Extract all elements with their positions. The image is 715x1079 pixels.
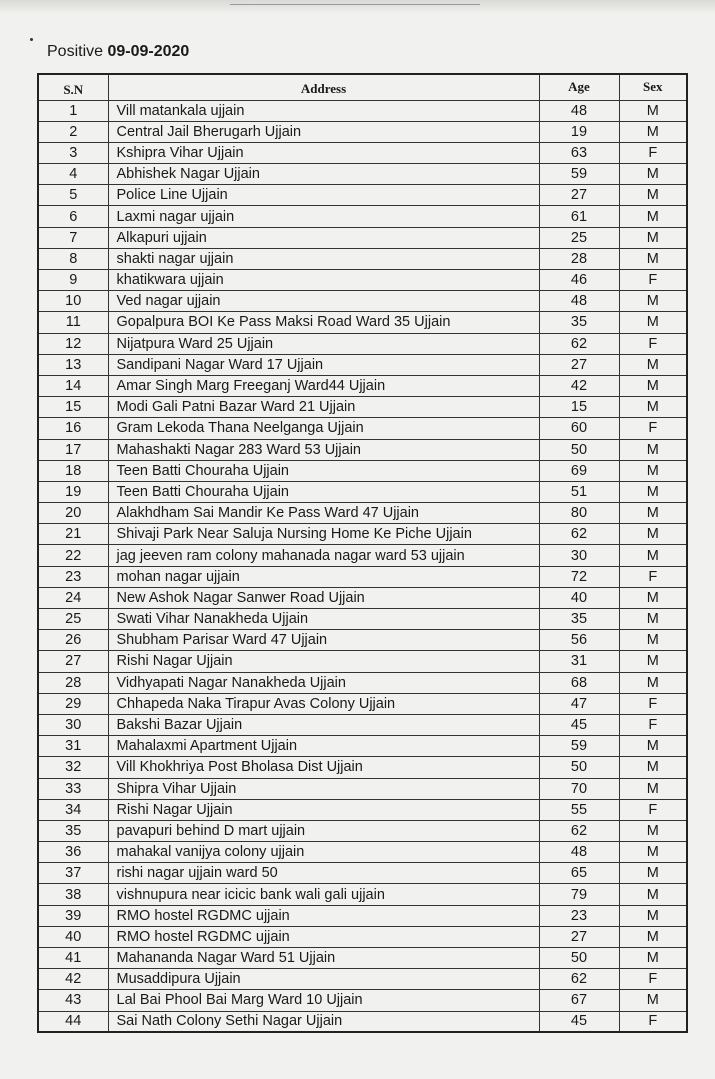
cell-address: Mahalaxmi Apartment Ujjain: [108, 736, 539, 757]
cell-address: Central Jail Bherugarh Ujjain: [108, 121, 539, 142]
cell-sex: F: [619, 714, 687, 735]
cell-sex: M: [619, 375, 687, 396]
cell-sn: 27: [38, 651, 108, 672]
cell-age: 55: [539, 799, 619, 820]
table-row: [38, 185, 687, 206]
cell-age: 47: [539, 693, 619, 714]
cell-sn: 32: [38, 757, 108, 778]
cell-sn: 35: [38, 820, 108, 841]
page-top-edge: [0, 0, 715, 14]
cell-address: Mahashakti Nagar 283 Ward 53 Ujjain: [108, 439, 539, 460]
cell-age: 65: [539, 863, 619, 884]
cell-age: 61: [539, 206, 619, 227]
cell-sn: 39: [38, 905, 108, 926]
table-row: [38, 291, 687, 312]
table-row: [38, 375, 687, 396]
cell-address: Rishi Nagar Ujjain: [108, 651, 539, 672]
table-body: [38, 100, 687, 1032]
cell-sex: M: [619, 291, 687, 312]
cell-sex: F: [619, 799, 687, 820]
cell-sex: M: [619, 354, 687, 375]
cell-age: 50: [539, 948, 619, 969]
cell-age: 72: [539, 566, 619, 587]
cell-sex: M: [619, 651, 687, 672]
cell-sn: 10: [38, 291, 108, 312]
cell-sex: M: [619, 397, 687, 418]
cell-sn: 14: [38, 375, 108, 396]
cell-sex: M: [619, 100, 687, 121]
cell-address: jag jeeven ram colony mahanada nagar ward 53 ujjain: [108, 545, 539, 566]
table-row: [38, 503, 687, 524]
table-row: [38, 630, 687, 651]
cell-sex: M: [619, 672, 687, 693]
cell-sn: 33: [38, 778, 108, 799]
cell-sn: 24: [38, 587, 108, 608]
table-row: [38, 481, 687, 502]
table-row: [38, 778, 687, 799]
cell-age: 56: [539, 630, 619, 651]
table-row: [38, 524, 687, 545]
cell-age: 62: [539, 969, 619, 990]
cell-age: 59: [539, 164, 619, 185]
cell-address: Kshipra Vihar Ujjain: [108, 142, 539, 163]
table-row: [38, 609, 687, 630]
cell-sex: M: [619, 460, 687, 481]
cell-sex: F: [619, 969, 687, 990]
cell-sex: M: [619, 863, 687, 884]
cell-sn: 42: [38, 969, 108, 990]
cell-age: 25: [539, 227, 619, 248]
cell-sex: M: [619, 439, 687, 460]
cell-sn: 7: [38, 227, 108, 248]
cell-sn: 6: [38, 206, 108, 227]
cell-address: Laxmi nagar ujjain: [108, 206, 539, 227]
cell-sex: M: [619, 524, 687, 545]
cell-sex: M: [619, 248, 687, 269]
cell-sex: F: [619, 1011, 687, 1032]
cell-address: Bakshi Bazar Ujjain: [108, 714, 539, 735]
table-row: [38, 227, 687, 248]
cell-sex: F: [619, 142, 687, 163]
cell-sex: M: [619, 481, 687, 502]
cell-address: Swati Vihar Nanakheda Ujjain: [108, 609, 539, 630]
cell-age: 48: [539, 291, 619, 312]
cell-sex: M: [619, 736, 687, 757]
cell-sn: 11: [38, 312, 108, 333]
cell-age: 69: [539, 460, 619, 481]
cell-address: Teen Batti Chouraha Ujjain: [108, 460, 539, 481]
cell-sn: 5: [38, 185, 108, 206]
table-header-row: [38, 74, 687, 100]
cell-sn: 28: [38, 672, 108, 693]
cell-age: 45: [539, 714, 619, 735]
cell-address: khatikwara ujjain: [108, 270, 539, 291]
table-row: [38, 926, 687, 947]
page-title: [47, 42, 189, 62]
cell-age: 27: [539, 926, 619, 947]
cell-age: 62: [539, 820, 619, 841]
cell-address: RMO hostel RGDMC ujjain: [108, 905, 539, 926]
table-row: [38, 270, 687, 291]
title-label: Positive: [47, 43, 104, 60]
cell-age: 31: [539, 651, 619, 672]
cell-sex: F: [619, 333, 687, 354]
cell-sn: 2: [38, 121, 108, 142]
cell-sn: 29: [38, 693, 108, 714]
cell-sex: M: [619, 121, 687, 142]
cell-sn: 13: [38, 354, 108, 375]
cell-age: 63: [539, 142, 619, 163]
cell-address: Sandipani Nagar Ward 17 Ujjain: [108, 354, 539, 375]
cell-age: 50: [539, 757, 619, 778]
cell-age: 80: [539, 503, 619, 524]
cell-sex: M: [619, 778, 687, 799]
cell-address: Shivaji Park Near Saluja Nursing Home Ke Piche Ujjain: [108, 524, 539, 545]
cell-address: RMO hostel RGDMC ujjain: [108, 926, 539, 947]
cell-address: Sai Nath Colony Sethi Nagar Ujjain: [108, 1011, 539, 1032]
cell-sex: M: [619, 545, 687, 566]
cell-age: 42: [539, 375, 619, 396]
table-row: [38, 863, 687, 884]
cell-address: rishi nagar ujjain ward 50: [108, 863, 539, 884]
table-row: [38, 672, 687, 693]
cell-address: Modi Gali Patni Bazar Ward 21 Ujjain: [108, 397, 539, 418]
table-row: [38, 884, 687, 905]
page-top-line: [230, 4, 480, 5]
cell-address: New Ashok Nagar Sanwer Road Ujjain: [108, 587, 539, 608]
cell-sex: M: [619, 842, 687, 863]
cell-address: mahakal vanijya colony ujjain: [108, 842, 539, 863]
cell-address: Shipra Vihar Ujjain: [108, 778, 539, 799]
cell-sex: F: [619, 693, 687, 714]
cell-sn: 44: [38, 1011, 108, 1032]
cell-address: Mahananda Nagar Ward 51 Ujjain: [108, 948, 539, 969]
cell-age: 27: [539, 354, 619, 375]
header-address: Address: [108, 74, 539, 100]
table-row: [38, 820, 687, 841]
cell-sex: F: [619, 566, 687, 587]
cell-sn: 43: [38, 990, 108, 1011]
cell-sn: 17: [38, 439, 108, 460]
table-row: [38, 1011, 687, 1032]
table-row: [38, 969, 687, 990]
cell-sn: 21: [38, 524, 108, 545]
table-row: [38, 566, 687, 587]
cell-age: 27: [539, 185, 619, 206]
table-row: [38, 418, 687, 439]
cell-sn: 18: [38, 460, 108, 481]
title-date: 09-09-2020: [107, 43, 190, 60]
cell-age: 62: [539, 524, 619, 545]
header-sn: S.N: [38, 74, 108, 100]
cell-age: 19: [539, 121, 619, 142]
table-row: [38, 354, 687, 375]
table-row: [38, 121, 687, 142]
cell-sex: M: [619, 227, 687, 248]
cell-sex: M: [619, 312, 687, 333]
cell-sex: M: [619, 630, 687, 651]
cell-sn: 9: [38, 270, 108, 291]
cell-address: Gram Lekoda Thana Neelganga Ujjain: [108, 418, 539, 439]
cell-sn: 23: [38, 566, 108, 587]
cell-sn: 30: [38, 714, 108, 735]
cell-age: 15: [539, 397, 619, 418]
cell-age: 60: [539, 418, 619, 439]
table-row: [38, 693, 687, 714]
cell-age: 70: [539, 778, 619, 799]
table-row: [38, 842, 687, 863]
cell-sn: 12: [38, 333, 108, 354]
cell-sn: 37: [38, 863, 108, 884]
cell-address: Alakhdham Sai Mandir Ke Pass Ward 47 Ujjain: [108, 503, 539, 524]
table-row: [38, 248, 687, 269]
cell-age: 50: [539, 439, 619, 460]
cell-sex: F: [619, 270, 687, 291]
positive-cases-table: [37, 73, 688, 1033]
cell-address: Amar Singh Marg Freeganj Ward44 Ujjain: [108, 375, 539, 396]
cell-sex: M: [619, 185, 687, 206]
cell-address: Abhishek Nagar Ujjain: [108, 164, 539, 185]
cell-address: shakti nagar ujjain: [108, 248, 539, 269]
cell-sn: 40: [38, 926, 108, 947]
cell-address: vishnupura near icicic bank wali gali ujjain: [108, 884, 539, 905]
cell-age: 28: [539, 248, 619, 269]
cell-address: Ved nagar ujjain: [108, 291, 539, 312]
cell-age: 51: [539, 481, 619, 502]
cell-address: Gopalpura BOI Ke Pass Maksi Road Ward 35 Ujjain: [108, 312, 539, 333]
table-row: [38, 142, 687, 163]
table-row: [38, 439, 687, 460]
table-row: [38, 736, 687, 757]
cell-age: 48: [539, 842, 619, 863]
cell-sn: 3: [38, 142, 108, 163]
cell-sn: 4: [38, 164, 108, 185]
cell-age: 48: [539, 100, 619, 121]
cell-sex: M: [619, 926, 687, 947]
table-row: [38, 799, 687, 820]
cell-age: 46: [539, 270, 619, 291]
cell-sn: 16: [38, 418, 108, 439]
cell-address: Teen Batti Chouraha Ujjain: [108, 481, 539, 502]
table-row: [38, 333, 687, 354]
cell-sex: M: [619, 905, 687, 926]
cell-sn: 34: [38, 799, 108, 820]
cell-sn: 22: [38, 545, 108, 566]
table-row: [38, 757, 687, 778]
cell-sex: F: [619, 418, 687, 439]
table-row: [38, 651, 687, 672]
table-row: [38, 164, 687, 185]
table-row: [38, 990, 687, 1011]
cell-address: Vidhyapati Nagar Nanakheda Ujjain: [108, 672, 539, 693]
cell-age: 35: [539, 609, 619, 630]
cell-sex: M: [619, 503, 687, 524]
cell-sn: 15: [38, 397, 108, 418]
cell-address: Nijatpura Ward 25 Ujjain: [108, 333, 539, 354]
cell-sex: M: [619, 884, 687, 905]
cell-address: pavapuri behind D mart ujjain: [108, 820, 539, 841]
table-row: [38, 905, 687, 926]
cell-sn: 26: [38, 630, 108, 651]
cell-address: Musaddipura Ujjain: [108, 969, 539, 990]
table-row: [38, 100, 687, 121]
cell-sn: 36: [38, 842, 108, 863]
cell-age: 45: [539, 1011, 619, 1032]
cell-sex: M: [619, 206, 687, 227]
cell-sex: M: [619, 587, 687, 608]
cell-sex: M: [619, 757, 687, 778]
cell-sn: 1: [38, 100, 108, 121]
cell-sn: 41: [38, 948, 108, 969]
cell-age: 68: [539, 672, 619, 693]
cell-sn: 25: [38, 609, 108, 630]
cell-age: 30: [539, 545, 619, 566]
cell-age: 35: [539, 312, 619, 333]
cell-address: Vill matankala ujjain: [108, 100, 539, 121]
table-row: [38, 206, 687, 227]
cell-age: 62: [539, 333, 619, 354]
header-sex: Sex: [619, 74, 687, 100]
cell-sn: 38: [38, 884, 108, 905]
cell-age: 59: [539, 736, 619, 757]
table-row: [38, 587, 687, 608]
table-row: [38, 948, 687, 969]
cell-age: 79: [539, 884, 619, 905]
cell-address: mohan nagar ujjain: [108, 566, 539, 587]
cell-sn: 31: [38, 736, 108, 757]
cell-address: Alkapuri ujjain: [108, 227, 539, 248]
table-row: [38, 312, 687, 333]
table-row: [38, 714, 687, 735]
cell-sex: M: [619, 164, 687, 185]
cell-sn: 20: [38, 503, 108, 524]
table-row: [38, 460, 687, 481]
header-age: Age: [539, 74, 619, 100]
cell-age: 40: [539, 587, 619, 608]
cell-address: Rishi Nagar Ujjain: [108, 799, 539, 820]
table-row: [38, 545, 687, 566]
bullet-dot: [30, 38, 33, 41]
cell-sn: 8: [38, 248, 108, 269]
cell-address: Police Line Ujjain: [108, 185, 539, 206]
cell-age: 23: [539, 905, 619, 926]
cell-sex: M: [619, 948, 687, 969]
table-row: [38, 397, 687, 418]
cell-sn: 19: [38, 481, 108, 502]
cell-sex: M: [619, 990, 687, 1011]
cell-address: Lal Bai Phool Bai Marg Ward 10 Ujjain: [108, 990, 539, 1011]
cell-sex: M: [619, 820, 687, 841]
cell-age: 67: [539, 990, 619, 1011]
cell-address: Vill Khokhriya Post Bholasa Dist Ujjain: [108, 757, 539, 778]
cell-address: Shubham Parisar Ward 47 Ujjain: [108, 630, 539, 651]
cell-address: Chhapeda Naka Tirapur Avas Colony Ujjain: [108, 693, 539, 714]
cell-sex: M: [619, 609, 687, 630]
